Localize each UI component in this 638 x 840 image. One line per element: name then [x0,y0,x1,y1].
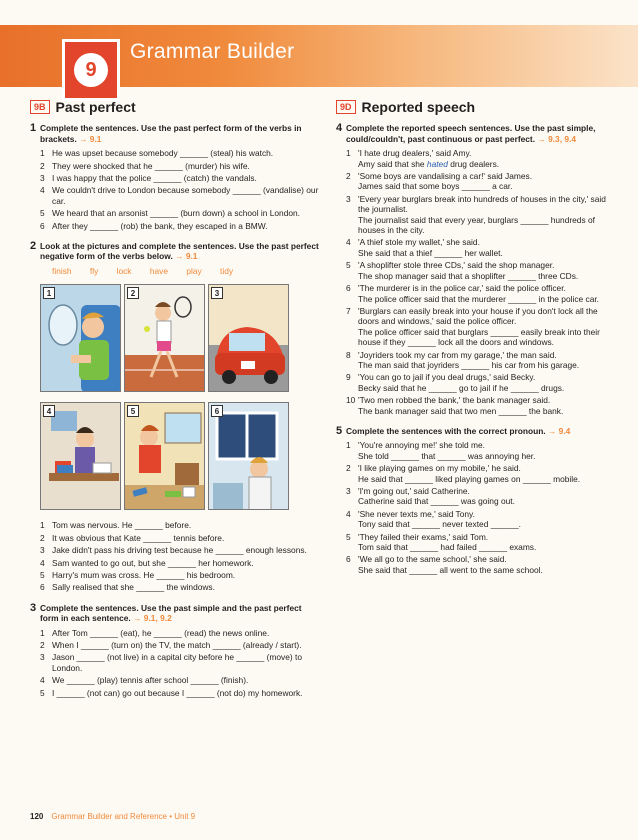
exercise-4-items [336,148,611,416]
picture-2-tennis-player: 2 [124,284,205,392]
list-item: 1 Tom was nervous. He ______ before. [40,520,192,531]
reference-link: → 9.1 [79,133,102,144]
bedroom-illustration [125,403,205,510]
list-item: 3 'Every year burglars break into hundreds of houses in the city,' said the journalist. The journalist said that every year, burglars ______ hundreds of houses in the city. [346,193,606,236]
list-item: 9 'You can go to jail if you deal drugs,' said Becky. Becky said that he ______ go to jail if he ______ drugs. [346,372,565,393]
list-item: 3 'I'm going out,' said Catherine. Catherine said that ______ was going out. [346,486,515,507]
page-title: Grammar Builder [130,40,295,63]
word-box [52,266,322,276]
picture-grid [40,284,290,512]
list-item: 6 Sally realised that she ______ the windows. [40,582,215,593]
list-item: 1 'You're annoying me!' she told me. She told ______ that ______ was annoying her. [346,440,536,461]
handwritten-answer: hated [426,158,448,169]
list-item: 5 We heard that an arsonist ______ (burn down) a school in London. [40,208,301,219]
page-footer [30,812,195,821]
list-item: 4 Sam wanted to go out, but she ______ her homework. [40,557,254,568]
list-item: 6 After they ______ (rob) the bank, they escaped in a BMW. [40,220,268,231]
airplane-seat-illustration [41,285,121,392]
word-option: fly [89,265,99,276]
picture-3-driving-test: 3 [208,284,289,392]
tennis-illustration [125,285,205,392]
picture-4-homework: 4 [40,402,121,510]
exercise-number: 3 [30,601,37,614]
list-item: 5 I ______ (not can) go out because I ______ (not do) my homework. [40,687,303,698]
instruction-text: Complete the sentences. Use the past simple and the past perfect form in each sentence. [40,602,302,624]
list-item: 2 It was obvious that Kate ______ tennis before. [40,532,225,543]
list-item: 3 I was happy that the police ______ (catch) the vandals. [40,173,257,184]
section-heading-past-perfect [30,100,322,114]
instruction-text: Complete the reported speech sentences. Use the past simple, could/couldn't, past continuous or past perfect. [346,123,596,144]
unit-number-box [62,39,120,101]
exercise-5-instruction [336,426,611,436]
list-item: 5 'A shoplifter stole three CDs,' said the shop manager. The shop manager said that a shoplifter ______ three CDs. [346,260,579,281]
section-title: Past perfect [55,99,136,115]
list-item: 2 When I ______ (turn on) the TV, the match ______ (already / start). [40,639,302,650]
section-badge: 9B [30,100,50,114]
list-item: 7 'Burglars can easily break into your house if you don't lock all the doors and windows,' said the police officer. The police officer said that burglars ______ easily break into their house if they ______ lock all the doors and windows. [346,305,600,348]
list-item: 5 'They failed their exams,' said Tom. Tom said that ______ had failed ______ exams. [346,531,537,553]
exercise-number: 5 [336,424,343,437]
picture-1-nervous-flyer: 1 [40,284,121,392]
picture-5-messy-bedroom: 5 [124,402,205,510]
exercise-5-items [336,440,611,575]
list-item: 2 They were shocked that he ______ (murder) his wife. [40,160,250,171]
word-option: finish [52,265,72,276]
exercise-1-instruction [30,123,322,144]
list-item: 3 Jake didn't pass his driving test because he ______ enough lessons. [40,545,307,556]
footer-reference: Grammar Builder and Reference • Unit 9 [51,812,196,821]
list-item: 5 Harry's mum was cross. He ______ his bedroom. [40,569,236,580]
exercise-3-items [30,628,322,698]
unit-banner [0,25,638,87]
list-item: 2 'Some boys are vandalising a car!' said James. James said that some boys ______ a car. [346,171,533,192]
exercise-2-instruction [30,241,322,262]
list-item: 4 We ______ (play) tennis after school ______ (finish). [40,675,249,686]
list-item: 2 'I like playing games on my mobile,' he said. He said that ______ liked playing games on ______ mobile. [346,463,581,484]
reference-link: → 9.1 [175,251,198,262]
word-option: tidy [220,265,234,276]
word-option: have [149,265,168,276]
reference-link: → 9.3, 9.4 [537,133,577,144]
list-item: 6 'The murderer is in the police car,' said the police officer. The police officer said that the murderer ______ in the police car. [346,283,600,304]
list-item: 4 We couldn't drive to London because somebody ______ (vandalise) our car. [40,185,319,206]
instruction-text: Complete the sentences. Use the past perfect form of the verbs in brackets. [40,123,302,144]
list-item: 3 Jason ______ (not live) in a capital city before he ______ (move) to London. [40,652,303,673]
exercise-2-items [30,520,322,592]
exercise-3-instruction [30,603,322,624]
reference-link: → 9.4 [547,425,571,436]
list-item: 4 'She never texts me,' said Tony. Tony said that ______ never texted ______. [346,508,521,530]
word-option: lock [116,265,132,276]
exercise-number: 1 [30,122,37,135]
word-option: play [186,265,202,276]
picture-6-open-windows: 6 [208,402,289,510]
list-item: 10 'Two men robbed the bank,' the bank manager said. The bank manager said that two men ______ the bank. [346,395,564,416]
page-number: 120 [30,812,44,821]
instruction-text: Look at the pictures and complete the sentences. Use the past perfect negative form of the verbs below. [40,241,319,262]
section-heading-reported-speech [336,100,611,114]
reference-link: → 9.1, 9.2 [133,613,172,624]
left-column [30,100,322,700]
section-title: Reported speech [361,99,476,115]
exercise-1-items [30,148,322,231]
right-column [336,100,611,577]
list-item: 8 'Joyriders took my car from my garage,' the man said. The man said that joyriders ______ his car from his garage. [346,349,580,370]
car-illustration [209,285,289,392]
window-illustration [209,403,289,510]
exercise-4-instruction [336,123,611,144]
instruction-text: Complete the sentences with the correct pronoun. [346,425,546,436]
exercise-number: 2 [30,240,37,253]
homework-illustration [41,403,121,510]
list-item: 4 'A thief stole my wallet,' she said. She said that a thief ______ her wallet. [346,237,503,258]
list-item: 1 After Tom ______ (eat), he ______ (read) the news online. [40,627,270,638]
unit-number: 9 [74,53,108,87]
section-badge: 9D [336,100,356,114]
list-item: 1 He was upset because somebody ______ (steal) his watch. [40,148,274,159]
exercise-number: 4 [336,122,343,135]
list-item: 1 'I hate drug dealers,' said Amy. Amy said that she hated drug dealers. [346,148,500,169]
list-item: 6 'We all go to the same school,' she said. She said that ______ all went to the same school. [346,554,543,575]
